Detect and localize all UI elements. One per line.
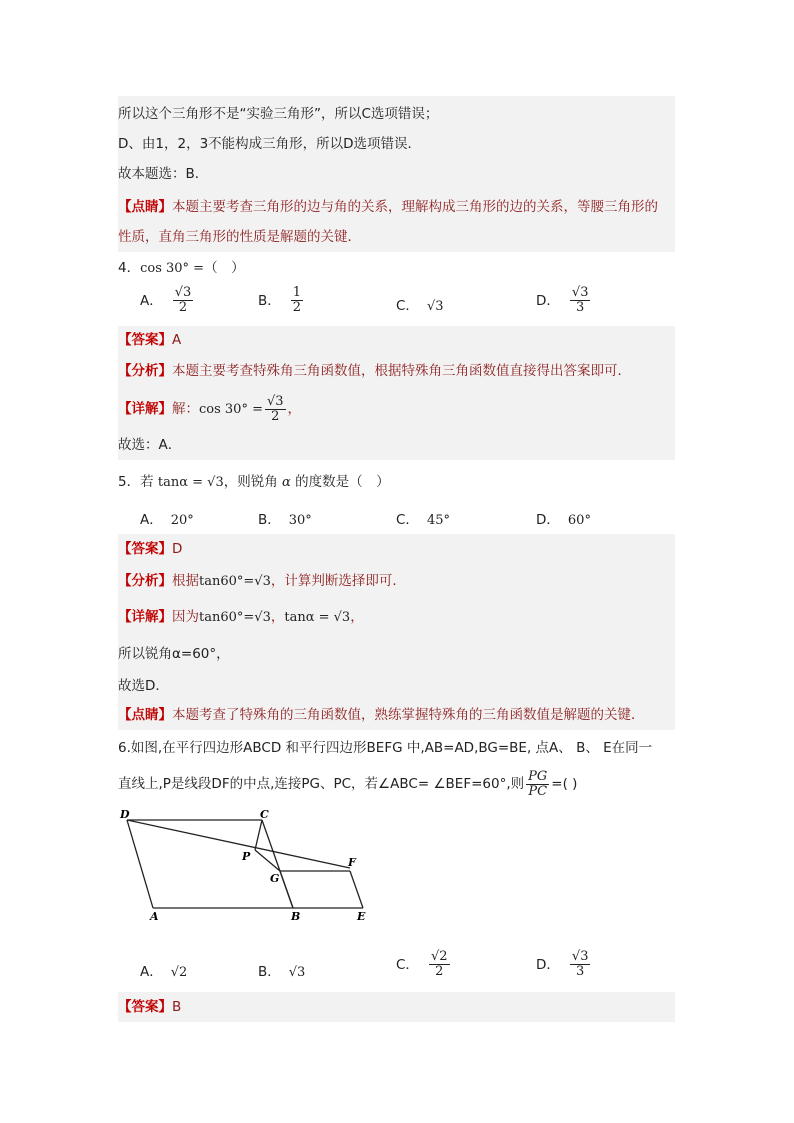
segment-df — [127, 820, 350, 868]
note-tag: 【点睛】 — [118, 199, 172, 215]
q5-option-d[interactable]: D． 60° — [536, 512, 591, 528]
label-f: F — [348, 856, 356, 869]
prev-note-line-1: 【点睛】本题主要考查三角形的边与角的关系，理解构成三角形的边的关系，等腰三角形的 — [118, 192, 675, 222]
q4-detail: 【详解】解：cos 30° = $\frac{√3}{2}$ ， — [118, 388, 675, 430]
fraction: $\frac{√3}{3}$ — [571, 949, 589, 979]
q5-option-a[interactable]: A． 20° — [140, 512, 194, 528]
q4-answer: 【答案】A — [118, 326, 675, 354]
q6-answer: 【答案】B — [118, 992, 675, 1022]
fraction: $\frac{√3}{2}$ — [266, 393, 284, 424]
segment-da — [127, 820, 153, 908]
parallelogram-figure — [110, 808, 380, 926]
q4-option-a[interactable]: A． $\frac{√3}{2}$ — [140, 285, 192, 315]
label-d: D — [120, 808, 130, 821]
q4-choose: 故选：A． — [118, 430, 675, 460]
q4-options — [118, 286, 675, 322]
q5-option-c[interactable]: C． 45° — [396, 512, 450, 528]
q5-detail: 【详解】因为tan60°=√3，tanα = √3， — [118, 598, 675, 636]
fraction: $\frac{√3}{2}$ — [174, 285, 192, 315]
label-e: E — [357, 910, 366, 923]
prev-solution-line-1: 所以这个三角形不是“实验三角形”，所以C选项错误； — [118, 96, 675, 132]
q6-option-b[interactable]: B． √3 — [258, 964, 306, 980]
segment-fe — [350, 871, 363, 908]
label-a: A — [150, 910, 159, 923]
fraction: $\frac{√3}{3}$ — [571, 285, 589, 315]
q5-angle-line: 所以锐角α=60°， — [118, 636, 675, 672]
prev-solution-line-3: 故本题选：B． — [118, 156, 675, 192]
fraction: $\frac{√2}{2}$ — [430, 949, 448, 979]
segment-gb — [280, 871, 293, 908]
fraction: $\frac{1}{2}$ — [292, 285, 302, 315]
label-p: P — [242, 850, 251, 863]
label-c: C — [260, 808, 269, 821]
q6-options — [118, 950, 675, 988]
q5-options — [118, 508, 675, 528]
segment-pc — [255, 820, 262, 850]
q5-answer: 【答案】D — [118, 534, 675, 564]
q5-note: 【点睛】本题考查了特殊角的三角函数值，熟练掌握特殊角的三角函数值是解题的关键． — [118, 700, 675, 730]
label-b: B — [291, 910, 301, 923]
q6-stem-line-2: 直线上,P是线段DF的中点,连接PG、PC，若∠ABC= ∠BEF=60°,则 $\frac{PG}{PC}$ =( ) — [118, 768, 578, 799]
q6-stem-line-1: 6.如图,在平行四边形ABCD 和平行四边形BEFG 中,AB=AD,BG=BE, 点A、 B、 E在同一 — [118, 740, 653, 756]
fraction: $\frac{PG}{PC}$ — [528, 768, 548, 799]
q5-analysis: 【分析】根据tan60°=√3，计算判断选择即可． — [118, 564, 675, 598]
q5-choose: 故选D． — [118, 672, 675, 700]
prev-note-line-2: 性质，直角三角形的性质是解题的关键． — [118, 222, 675, 252]
q6-option-d[interactable]: D． $\frac{√3}{3}$ — [536, 949, 589, 979]
q4-option-d[interactable]: D． $\frac{√3}{3}$ — [536, 285, 589, 315]
q4-analysis: 【分析】本题主要考查特殊角三角函数值，根据特殊角三角函数值直接得出答案即可． — [118, 354, 675, 388]
q4-option-c[interactable]: C． √3 — [396, 298, 444, 314]
q6-option-c[interactable]: C． $\frac{√2}{2}$ — [396, 949, 448, 979]
q4-option-b[interactable]: B． $\frac{1}{2}$ — [258, 285, 302, 315]
label-g: G — [270, 872, 280, 885]
q6-option-a[interactable]: A． √2 — [140, 964, 188, 980]
prev-solution-line-2: D、由1，2，3不能构成三角形，所以D选项错误． — [118, 132, 675, 156]
q5-stem: 5．若 tanα = √3，则锐角 α 的度数是（ ） — [118, 474, 390, 490]
q4-stem: 4．cos 30° =（ ） — [118, 260, 245, 276]
q5-option-b[interactable]: B． 30° — [258, 512, 312, 528]
